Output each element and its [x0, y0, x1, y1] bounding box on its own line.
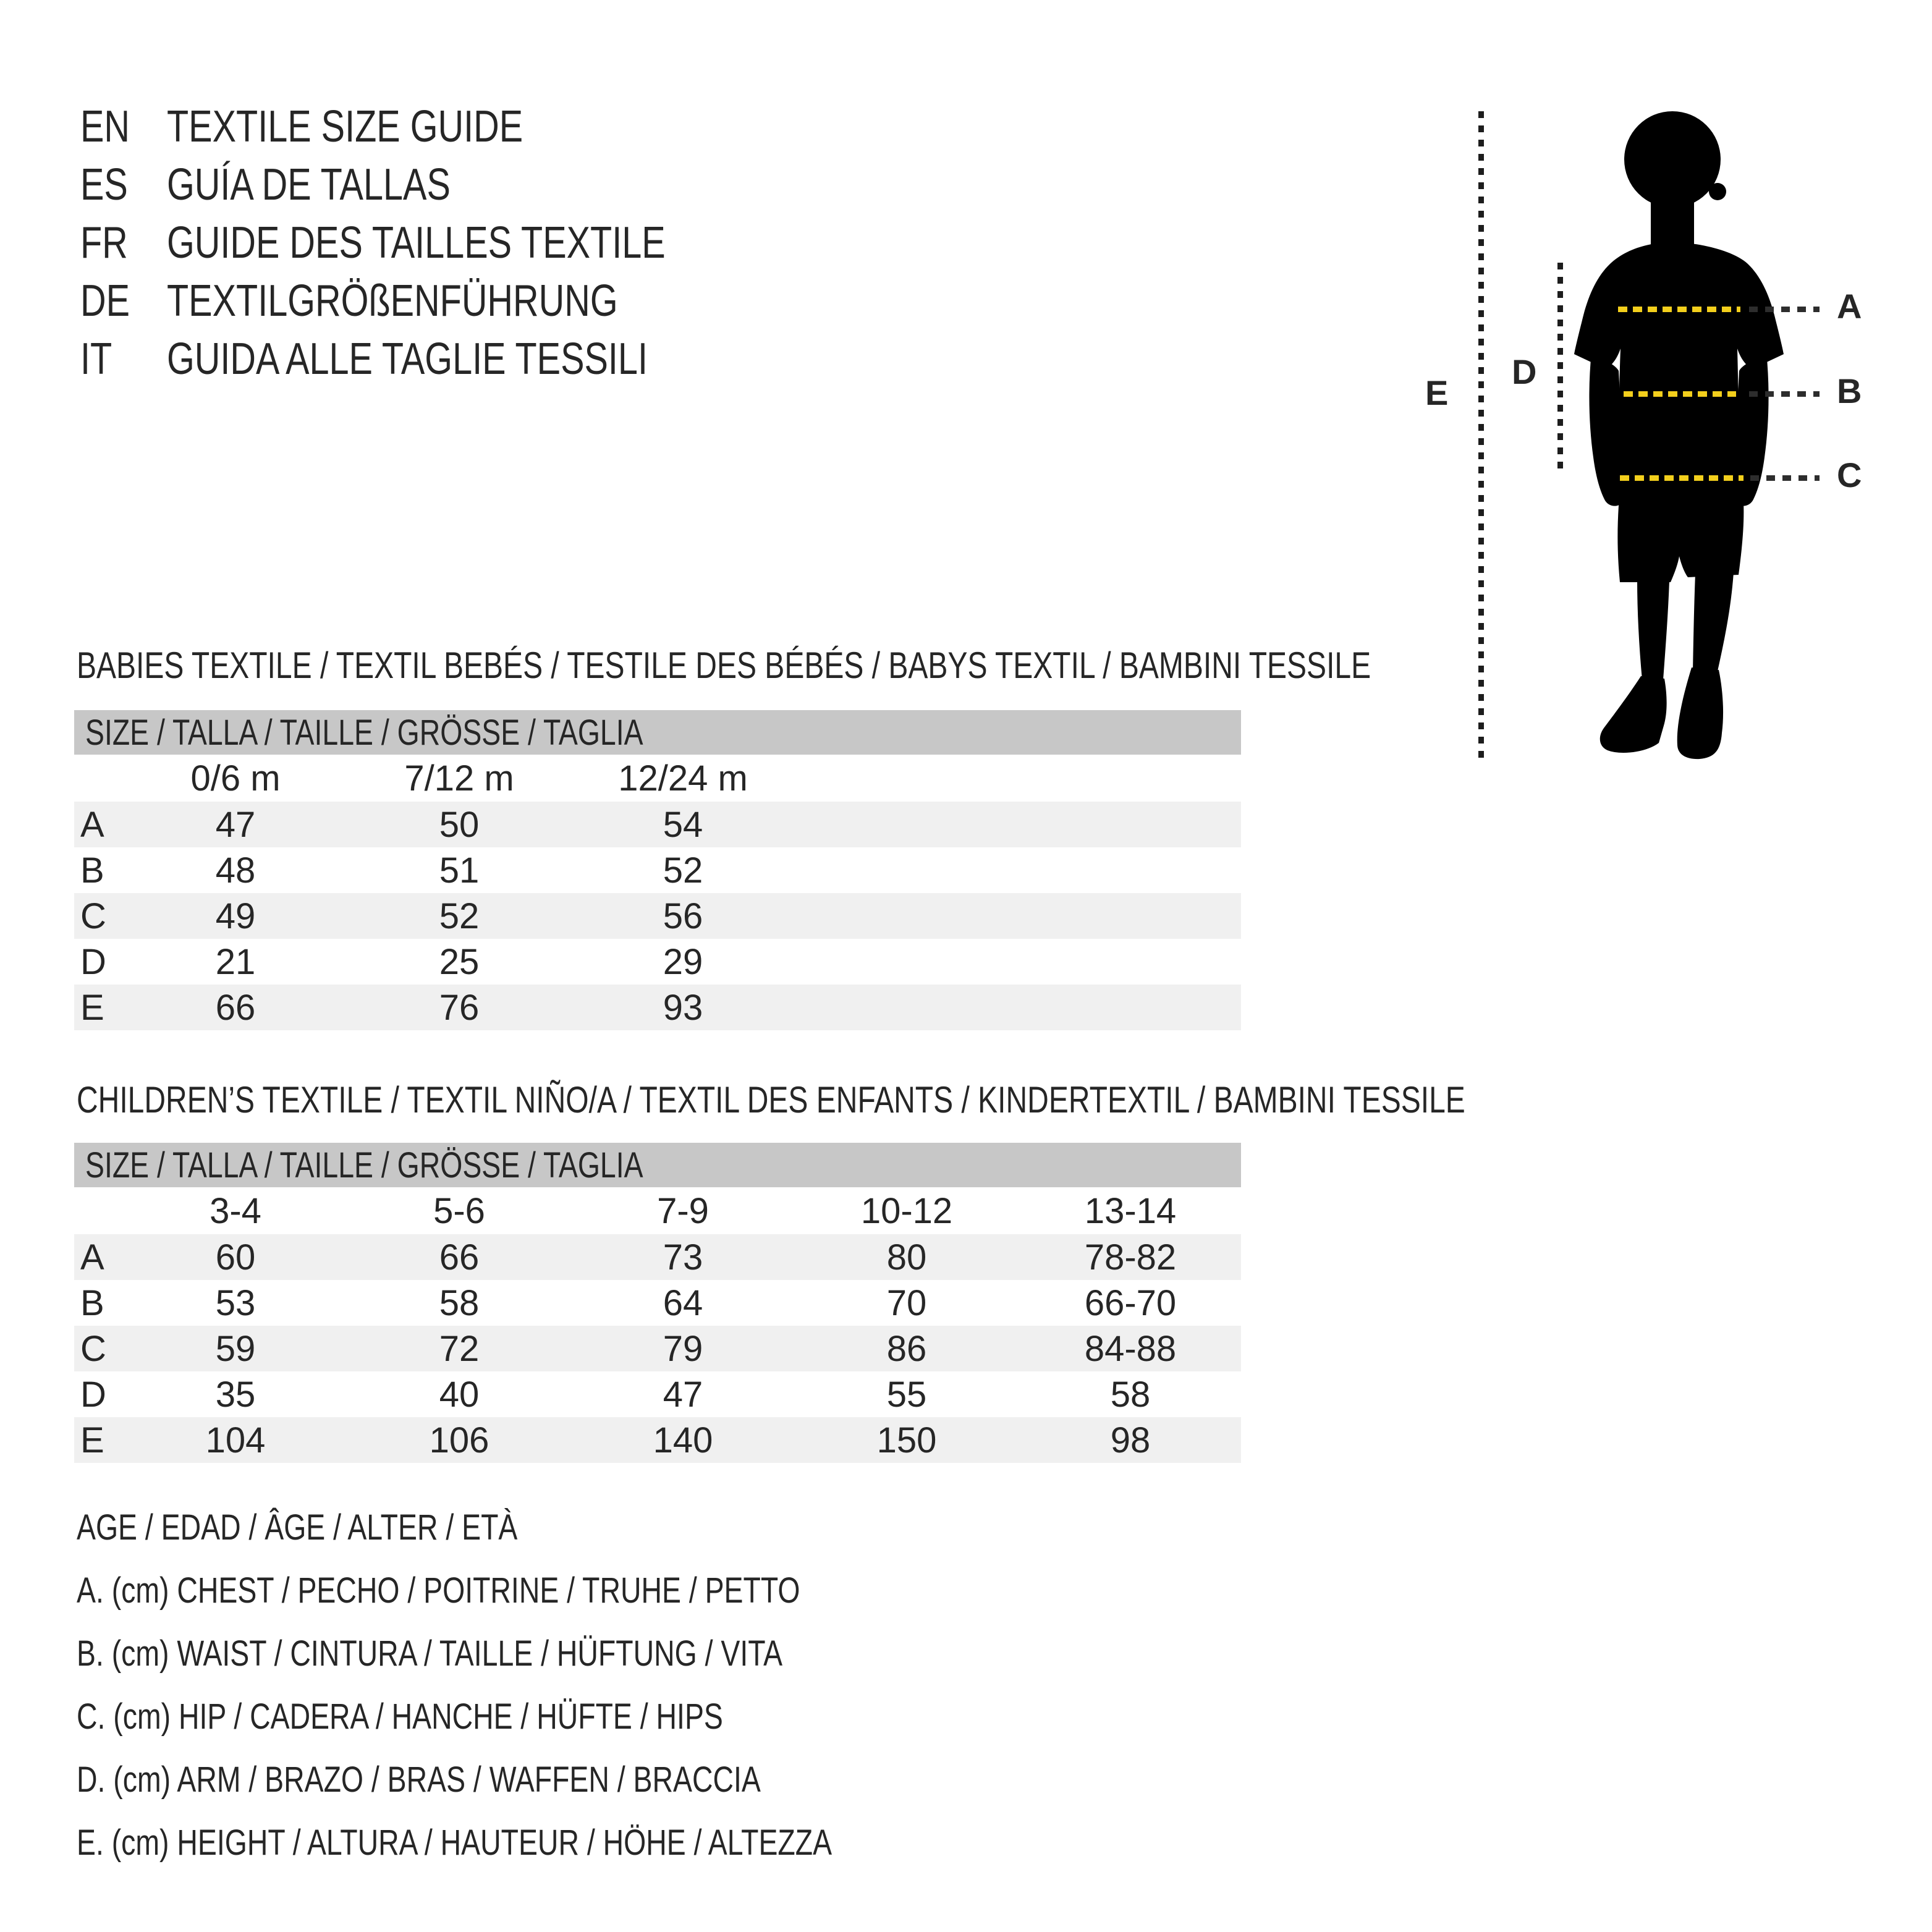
silhouette-right-arm [1733, 352, 1769, 506]
size-value: 59 [215, 1328, 256, 1369]
chest-line-black [1749, 307, 1820, 312]
language-code: EN [80, 102, 130, 151]
table-row [74, 847, 1241, 893]
silhouette-left-shoe [1600, 676, 1667, 753]
size-value: 140 [653, 1420, 713, 1460]
children-column-header-row [74, 1187, 1241, 1234]
language-label: GUIDA ALLE TAGLIE TESSILI [167, 334, 648, 384]
row-label: B [80, 1282, 104, 1323]
children-section-title: CHILDREN’S TEXTILE / TEXTIL NIÑO/A / TEXTIL DES ENFANTS / KINDERTEXTIL / BAMBINI TESSILE [77, 1079, 1465, 1121]
size-value: 35 [215, 1374, 256, 1415]
column-header: 7/12 m [404, 758, 514, 799]
size-value: 52 [439, 896, 480, 936]
hip-line-black [1750, 475, 1820, 481]
size-value: 51 [439, 850, 480, 891]
row-label: C [80, 896, 106, 936]
table-row [74, 1326, 1241, 1371]
size-value: 79 [663, 1328, 703, 1369]
language-label: GUÍA DE TALLAS [167, 160, 451, 210]
size-value: 93 [663, 987, 703, 1028]
language-code: ES [80, 160, 128, 210]
size-value: 21 [215, 941, 256, 982]
row-label: D [80, 941, 106, 982]
table-row [74, 802, 1241, 847]
row-label: D [80, 1374, 106, 1415]
size-value: 84-88 [1084, 1328, 1177, 1369]
column-header: 12/24 m [618, 758, 748, 799]
arm-measure-line-d [1557, 263, 1563, 470]
language-label: GUIDE DES TAILLES TEXTILE [167, 218, 666, 268]
size-value: 47 [215, 804, 256, 845]
size-value: 29 [663, 941, 703, 982]
size-value: 66 [215, 987, 256, 1028]
silhouette-ear [1709, 183, 1726, 200]
language-label: TEXTILE SIZE GUIDE [167, 102, 523, 151]
size-value: 104 [205, 1420, 266, 1460]
table-row [74, 1417, 1241, 1463]
row-label: B [80, 850, 104, 891]
size-value: 66 [439, 1237, 480, 1277]
size-value: 58 [439, 1282, 480, 1323]
filler-cell [795, 755, 1241, 802]
size-value: 54 [663, 804, 703, 845]
size-value: 70 [886, 1282, 927, 1323]
row-label: E [80, 987, 104, 1028]
language-row-es [80, 156, 790, 214]
row-label: C [80, 1328, 106, 1369]
chest-line-yellow [1618, 307, 1740, 312]
legend-line-age: AGE / EDAD / ÂGE / ALTER / ETÀ [77, 1507, 518, 1548]
size-value: 56 [663, 896, 703, 936]
babies-section-title: BABIES TEXTILE / TEXTIL BEBÉS / TESTILE DES BÉBÉS / BABYS TEXTIL / BAMBINI TESSILE [77, 645, 1371, 686]
legend-line-chest: A. (cm) CHEST / PECHO / POITRINE / TRUHE / PETTO [77, 1570, 800, 1611]
size-value: 64 [663, 1282, 703, 1323]
filler-cell [795, 939, 1241, 985]
filler-cell [795, 985, 1241, 1030]
language-code: FR [80, 218, 128, 268]
marker-label-d: D [1512, 352, 1537, 391]
row-label: E [80, 1420, 104, 1460]
size-value: 66-70 [1084, 1282, 1177, 1323]
column-header: 0/6 m [190, 758, 281, 799]
corner-cell [74, 755, 124, 802]
children-size-header-bar: SIZE / TALLA / TAILLE / GRÖSSE / TAGLIA [74, 1143, 1241, 1187]
column-header: 3-4 [210, 1190, 261, 1231]
legend-line-height: E. (cm) HEIGHT / ALTURA / HAUTEUR / HÖHE / ALTEZZA [77, 1822, 833, 1863]
legend-line-arm: D. (cm) ARM / BRAZO / BRAS / WAFFEN / BRACCIA [77, 1759, 761, 1800]
table-row [74, 1371, 1241, 1417]
table-row [74, 893, 1241, 939]
marker-label-e: E [1425, 373, 1449, 412]
size-value: 60 [215, 1237, 256, 1277]
measurement-legend [77, 1496, 1021, 1874]
hip-line-yellow [1620, 475, 1743, 481]
size-value: 25 [439, 941, 480, 982]
language-row-de [80, 272, 790, 330]
table-row [74, 1280, 1241, 1326]
marker-label-b: B [1837, 371, 1862, 410]
table-row [74, 1234, 1241, 1280]
size-value: 73 [663, 1237, 703, 1277]
language-row-fr [80, 214, 790, 272]
table-row [74, 939, 1241, 985]
row-label: A [80, 804, 104, 845]
marker-label-a: A [1837, 287, 1862, 326]
babies-size-header-bar: SIZE / TALLA / TAILLE / GRÖSSE / TAGLIA [74, 710, 1241, 755]
table-row [74, 985, 1241, 1030]
size-value: 49 [215, 896, 256, 936]
size-value: 150 [876, 1420, 937, 1460]
size-value: 40 [439, 1374, 480, 1415]
size-value: 48 [215, 850, 256, 891]
babies-column-header-row [74, 755, 1241, 802]
size-value: 76 [439, 987, 480, 1028]
size-value: 106 [429, 1420, 489, 1460]
waist-line-black [1749, 391, 1820, 397]
size-value: 80 [886, 1237, 927, 1277]
row-label: A [80, 1237, 104, 1277]
silhouette-right-leg [1693, 572, 1734, 671]
filler-cell [795, 802, 1241, 847]
size-value: 52 [663, 850, 703, 891]
legend-line-waist: B. (cm) WAIST / CINTURA / TAILLE / HÜFTUNG / VITA [77, 1633, 783, 1674]
size-value: 78-82 [1084, 1237, 1177, 1277]
size-value: 86 [886, 1328, 927, 1369]
size-value: 55 [886, 1374, 927, 1415]
size-value: 50 [439, 804, 480, 845]
size-value: 98 [1110, 1420, 1151, 1460]
babies-size-table [74, 710, 1241, 1030]
marker-label-c: C [1837, 455, 1862, 494]
size-value: 58 [1110, 1374, 1151, 1415]
filler-cell [795, 893, 1241, 939]
size-value: 53 [215, 1282, 256, 1323]
column-header: 7-9 [657, 1190, 709, 1231]
language-row-it [80, 330, 790, 388]
filler-cell [795, 847, 1241, 893]
column-header: 5-6 [433, 1190, 485, 1231]
children-size-table [74, 1143, 1241, 1463]
legend-line-hip: C. (cm) HIP / CADERA / HANCHE / HÜFTE / HIPS [77, 1696, 723, 1737]
language-code: IT [80, 334, 112, 384]
waist-line-yellow [1624, 391, 1736, 397]
size-value: 47 [663, 1374, 703, 1415]
size-value: 72 [439, 1328, 480, 1369]
column-header: 10-12 [860, 1190, 953, 1231]
language-code: DE [80, 276, 130, 326]
column-header: 13-14 [1084, 1190, 1177, 1231]
language-row-en [80, 98, 790, 156]
corner-cell [74, 1187, 124, 1234]
language-label: TEXTILGRÖßENFÜHRUNG [167, 276, 618, 326]
language-title-block [80, 98, 790, 388]
